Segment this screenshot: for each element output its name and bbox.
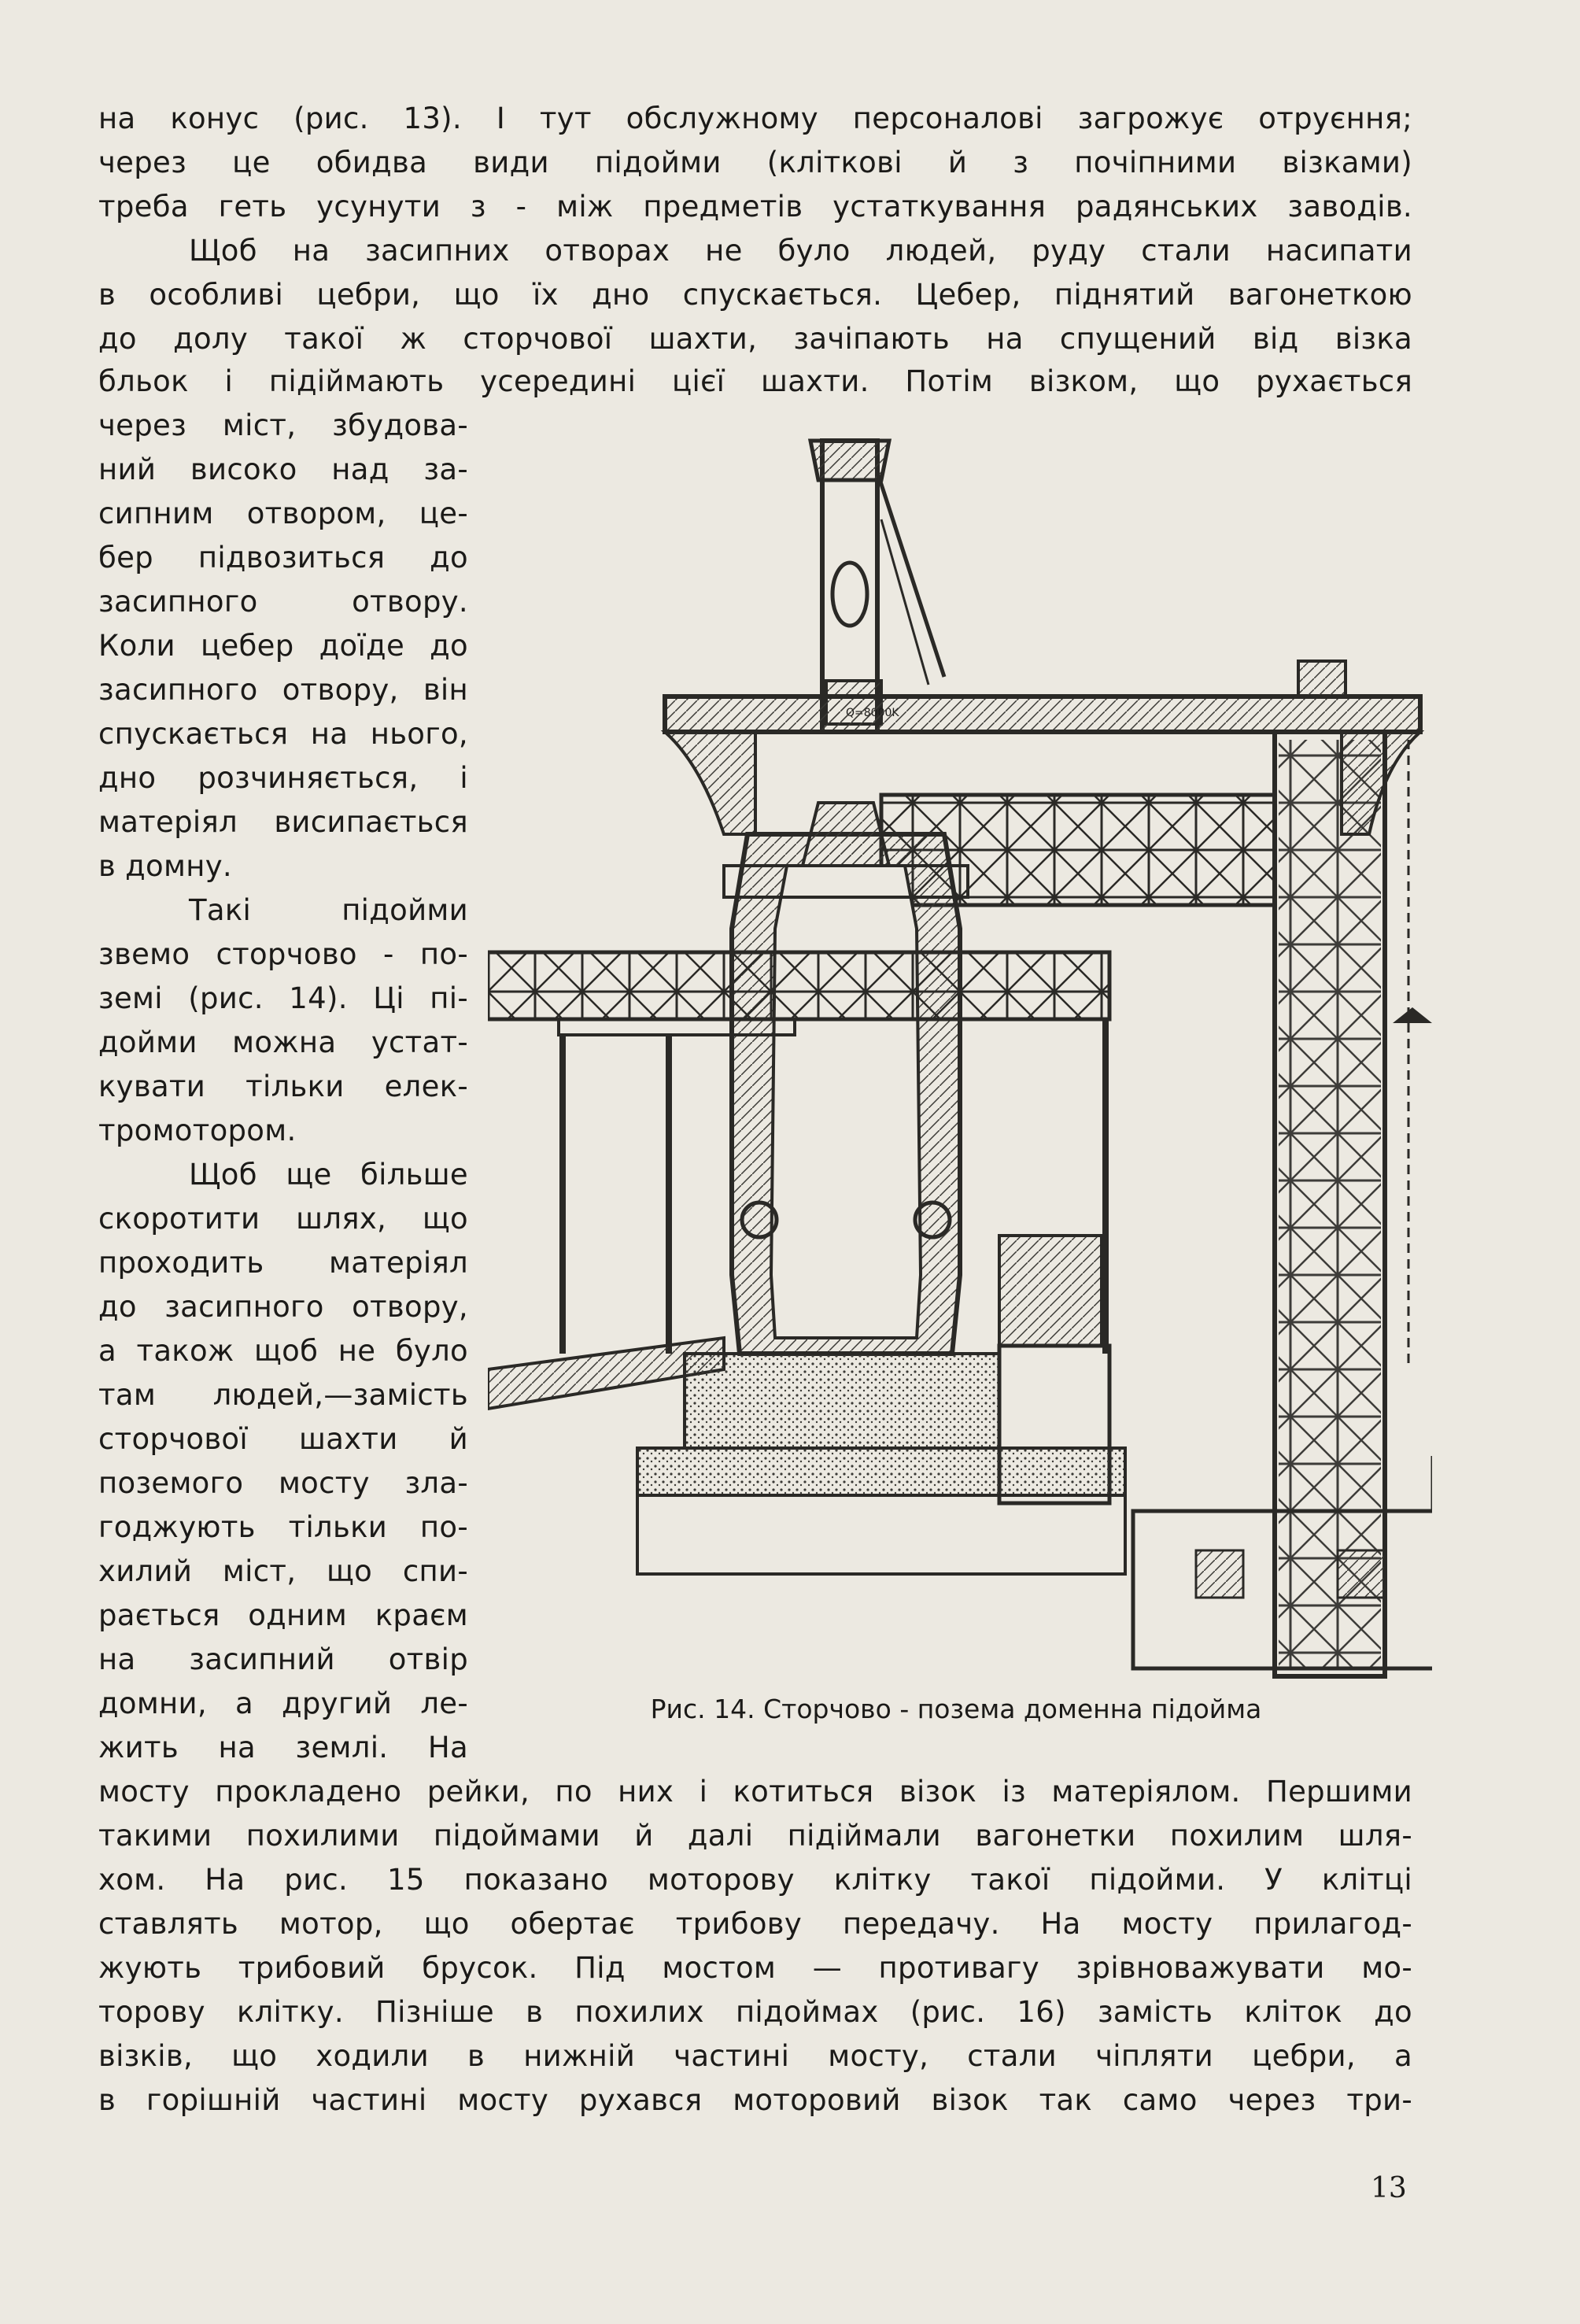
text-line: бльок і підіймають усередині цієї шахти. Потім візком, що рухається <box>98 364 1412 398</box>
text-line: кувати тільки елек- <box>98 1070 468 1103</box>
page-number: 13 <box>1371 2172 1407 2204</box>
text-line: через це обидва види підойми (кліткові й з почіпними візками) <box>98 146 1412 179</box>
text-line: бер підвозиться до <box>98 541 468 575</box>
text-line: засипного отвору. <box>98 585 468 619</box>
text-line: там людей,—замість <box>98 1378 468 1412</box>
text-line: ний високо над за- <box>98 453 468 486</box>
text-line: хом. На рис. 15 показано моторову клітку такої підойми. У клітці <box>98 1863 1412 1897</box>
text-line: засипного отвору, він <box>98 673 468 707</box>
text-line: до долу такої ж сторчової шахти, зачіпають на спущений від візка <box>98 322 1412 356</box>
text-line: мосту прокладено рейки, по них і котиться візок із матеріялом. Першими <box>98 1775 1412 1809</box>
text-line: матеріял висипається <box>98 805 468 839</box>
text-line: сипним отвором, це- <box>98 497 468 530</box>
text-line: в домну. <box>98 849 232 883</box>
text-line: хилий міст, що спи- <box>98 1554 468 1588</box>
text-line: домни, а другий ле- <box>98 1687 468 1720</box>
text-line: звемо сторчово - по- <box>98 937 468 971</box>
text-line: земі (рис. 14). Ці пі- <box>98 981 468 1015</box>
text-line: поземого мосту зла- <box>98 1466 468 1500</box>
text-line: Такі підойми <box>189 893 468 927</box>
text-line: торову клітку. Пізніше в похилих підоймах (рис. 16) замість кліток до <box>98 1995 1412 2029</box>
text-line: сторчової шахти й <box>98 1422 468 1456</box>
text-line: Щоб на засипних отворах не було людей, руду стали насипати <box>189 234 1412 268</box>
text-line: тромотором. <box>98 1114 297 1147</box>
text-line: треба геть усунути з - між предметів устаткування радянських заводів. <box>98 190 1412 224</box>
text-line: в особливі цебри, що їх дно спускається. Цебер, піднятий вагонеткою <box>98 278 1412 312</box>
text-line: Коли цебер доїде до <box>98 629 468 663</box>
text-line: спускається на нього, <box>98 717 468 751</box>
text-line: годжують тільки по- <box>98 1510 468 1544</box>
text-line: візків, що ходили в нижній частині мосту, стали чіпляти цебри, а <box>98 2039 1412 2073</box>
text-line: на засипний отвір <box>98 1642 468 1676</box>
text-line: дойми можна устат- <box>98 1025 468 1059</box>
text-line: через міст, збудова- <box>98 408 468 442</box>
text-line: Щоб ще більше <box>189 1158 468 1192</box>
text-line: жують трибовий брусок. Під мостом — противагу зрівноважувати мо- <box>98 1951 1412 1985</box>
text-line: рається одним краєм <box>98 1598 468 1632</box>
text-line: дно розчиняється, і <box>98 761 468 795</box>
text-line: до засипного отвору, <box>98 1290 468 1324</box>
blast-furnace-hoist-figure <box>488 425 1432 1684</box>
text-line: жить на землі. На <box>98 1731 468 1764</box>
text-line: проходить матеріял <box>98 1246 468 1280</box>
text-line: скоротити шлях, що <box>98 1202 468 1236</box>
figure-caption: Рис. 14. Сторчово - позема доменна підойма <box>650 1694 1262 1724</box>
text-line: ставлять мотор, що обертає трибову передачу. На мосту прилагод- <box>98 1907 1412 1941</box>
text-line: на конус (рис. 13). І тут обслужному персоналові загрожує отруєння; <box>98 102 1412 135</box>
text-line: в горішній частині мосту рухався моторовий візок так само через три- <box>98 2083 1412 2117</box>
text-line: а також щоб не було <box>98 1334 468 1368</box>
text-line: такими похилими підоймами й далі підіймали вагонетки похилим шля- <box>98 1819 1412 1853</box>
